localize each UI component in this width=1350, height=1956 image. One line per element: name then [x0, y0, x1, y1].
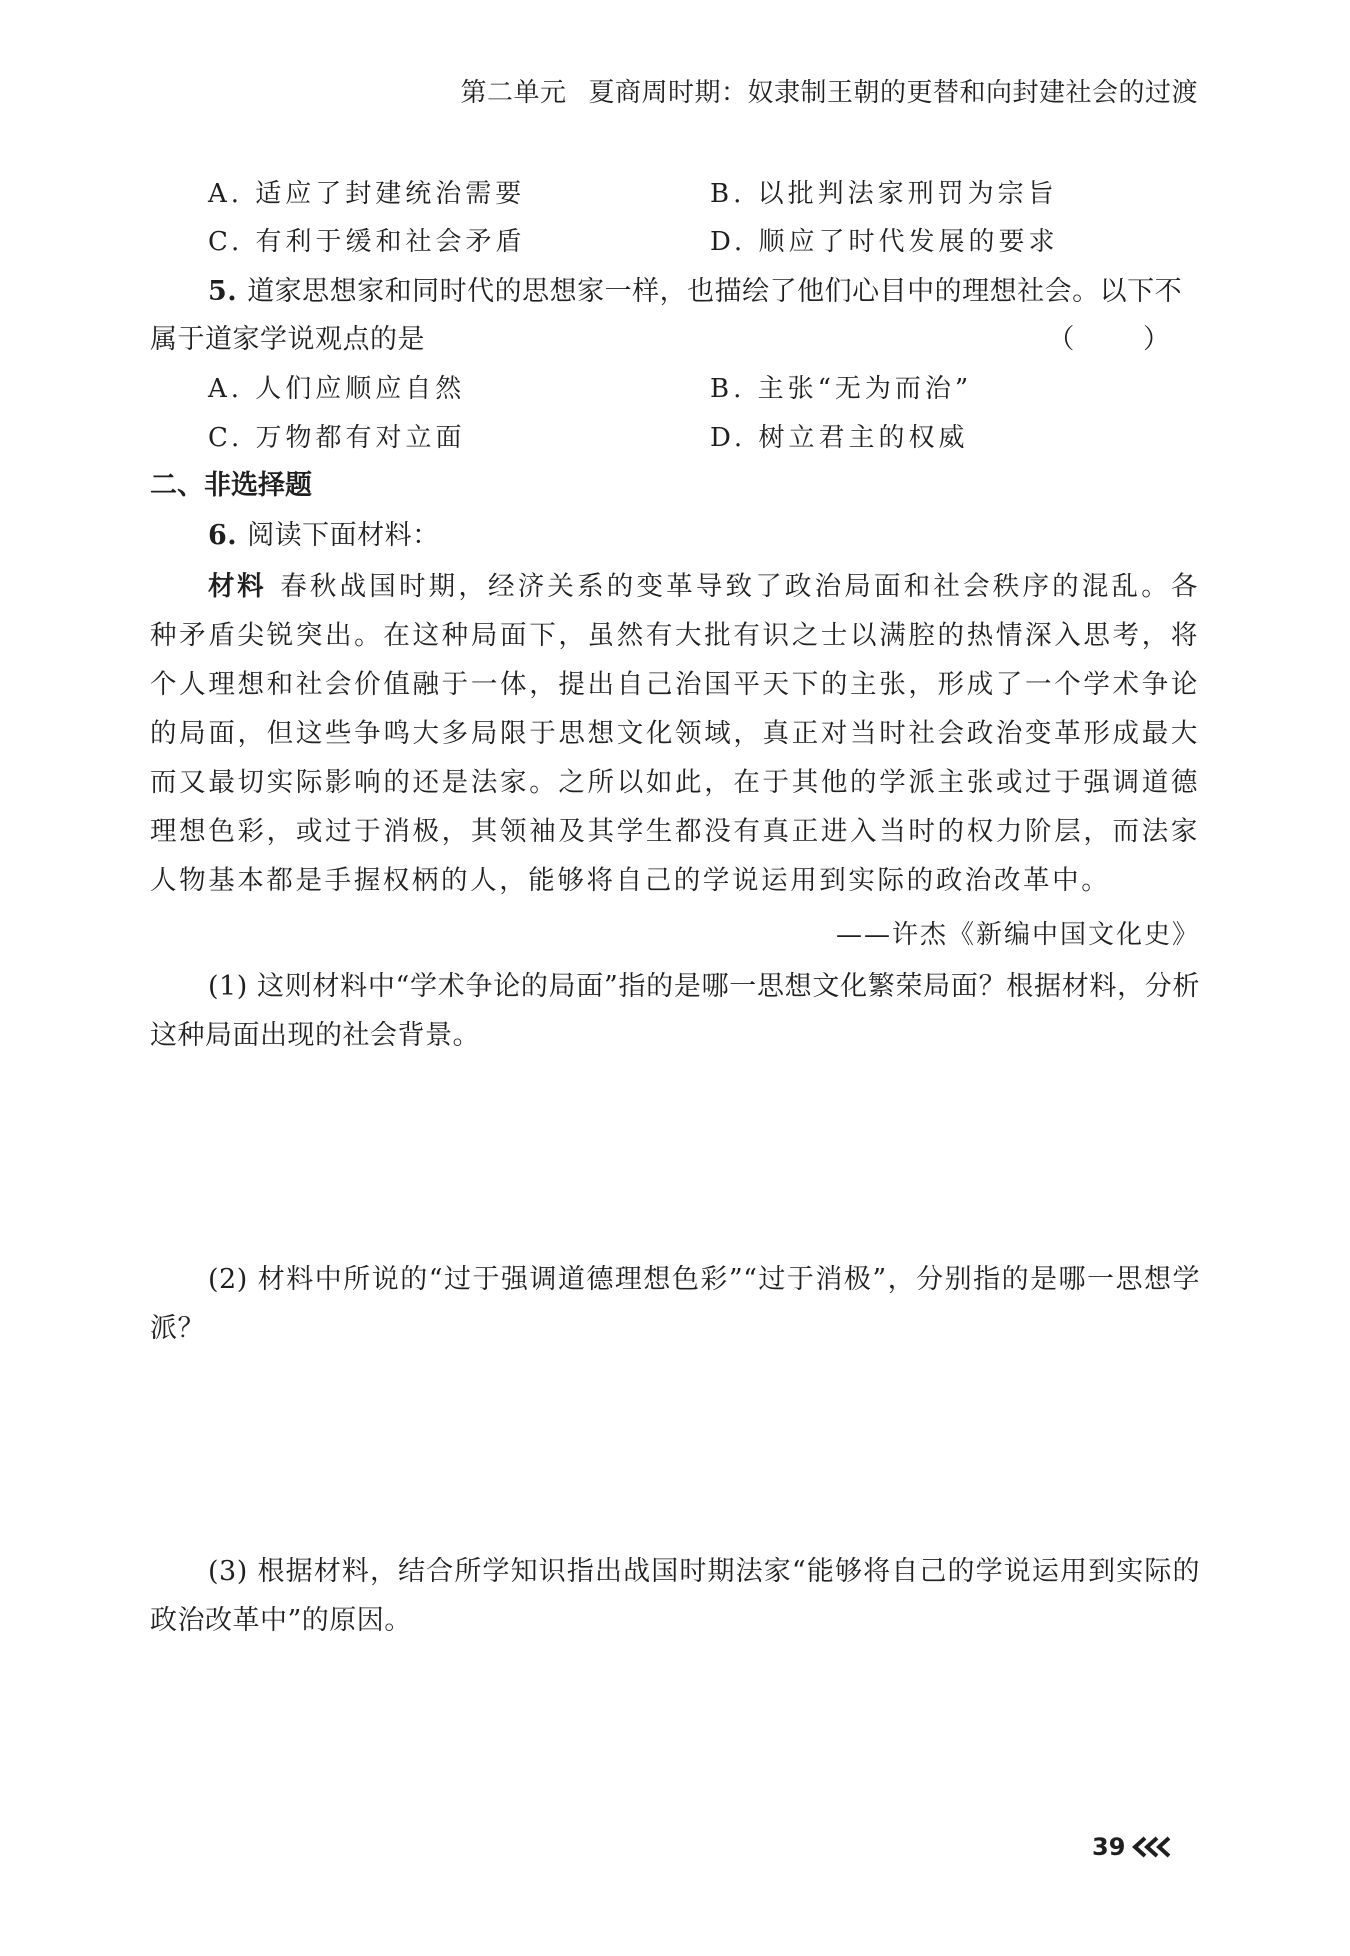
q6-sub2: (2) 材料中所说的“过于强调道德理想色彩”“过于消极”，分别指的是哪一思想学派？ [150, 1264, 1200, 1344]
q5-text-cont: 属于道家学说观点的是 [150, 324, 425, 355]
material-text: 春秋战国时期，经济关系的变革导致了政治局面和社会秩序的混乱。各种矛盾尖锐突出。在这种局面下，虽然有大批有识之士以满腔的热情深入思考，将个人理想和社会价值融于一体，提出自己治国平天下的主张，形成了一个学术争论的局面，但这些争鸣大多局限于思想文化领域，真正对当时社会政治变革形成最大而又最切实际影响的还是法家。之所以如此，在于其他的学派主张或过于强调道德理想色彩，或过于消极，其领袖及其学生都没有真正进入当时的权力阶层，而法家人物基本都是手握权柄的人，能够将自己的学说运用到实际的政治改革中。 [150, 571, 1200, 896]
q5-option-a: A. 人们应顺应自然 [208, 374, 466, 404]
q4-option-c: C. 有利于缓和社会矛盾 [208, 227, 526, 257]
page-number-text: 39 [1092, 1833, 1126, 1861]
q5-number: 5. [208, 276, 238, 307]
q5-option-d: D. 树立君主的权威 [710, 423, 969, 453]
unit-title: 夏商周时期：奴隶制王朝的更替和向封建社会的过渡 [588, 78, 1198, 108]
section-heading: 二、非选择题 [150, 470, 312, 501]
material-passage [150, 562, 1200, 905]
q6-sub1: (1) 这则材料中“学术争论的局面”指的是哪一思想文化繁荣局面？根据材料，分析这种局面出现的社会背景。 [150, 971, 1200, 1051]
page-number [1092, 1833, 1173, 1861]
q6-sub3: (3) 根据材料，结合所学知识指出战国时期法家“能够将自己的学说运用到实际的政治改革中”的原因。 [150, 1556, 1200, 1636]
unit-label: 第二单元 [460, 78, 567, 108]
q5-option-b: B. 主张“无为而治” [710, 374, 973, 404]
q4-option-a: A. 适应了封建统治需要 [208, 179, 526, 209]
chevrons-left-icon [1131, 1835, 1173, 1859]
q5-option-c: C. 万物都有对立面 [208, 423, 466, 453]
page-header [460, 72, 1198, 109]
q6-intro [150, 516, 1200, 556]
answer-bracket: （ ） [1047, 324, 1200, 355]
q4-option-b: B. 以批判法家刑罚为宗旨 [710, 179, 1058, 209]
q5-text: 道家思想家和同时代的思想家一样，也描绘了他们心目中的理想社会。以下不 [247, 276, 1183, 307]
q5-stem-line2 [150, 320, 1200, 360]
q6-intro-text: 阅读下面材料： [247, 520, 440, 551]
q5-stem-line1 [150, 272, 1200, 312]
q4-option-d: D. 顺应了时代发展的要求 [710, 227, 1059, 257]
material-label: 材料 [208, 571, 267, 602]
q6-number: 6. [208, 520, 238, 551]
material-source: ——许杰《新编中国文化史》 [835, 920, 1200, 950]
